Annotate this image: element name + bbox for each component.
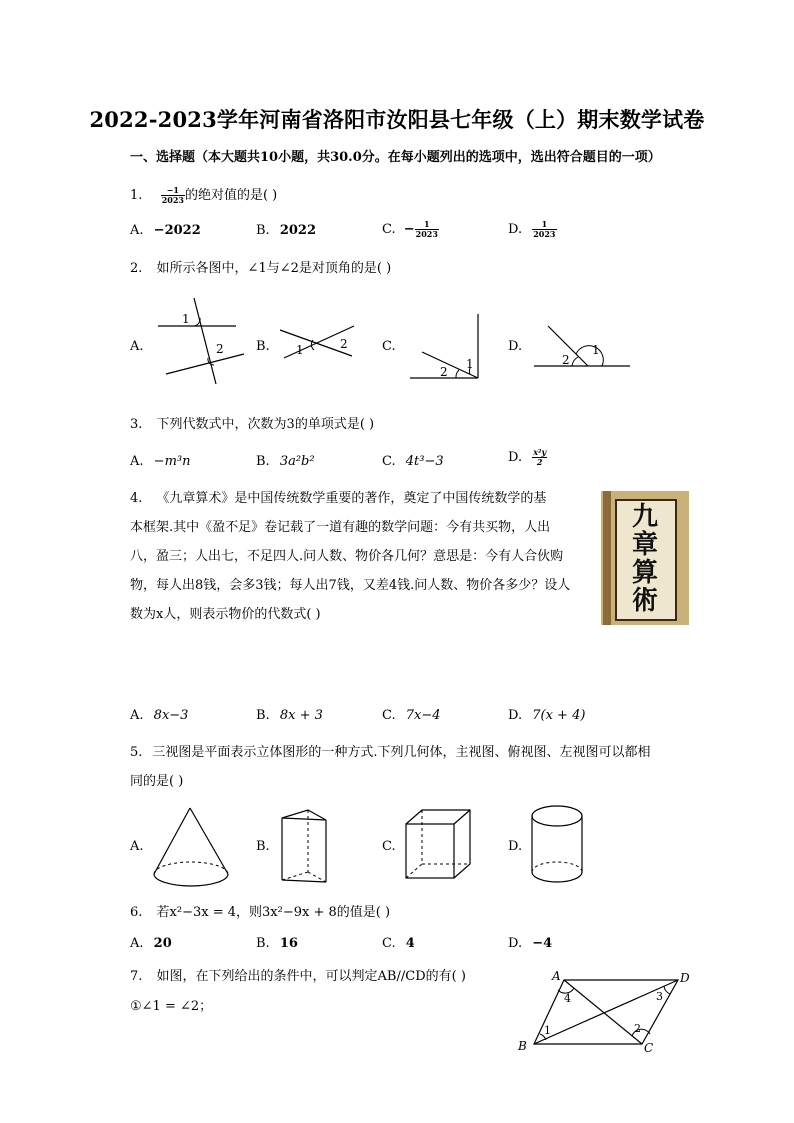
option-letter: D.	[508, 839, 523, 854]
q7-stem: 如图，在下列给出的条件中，可以判定AB//CD的有( )	[156, 969, 466, 984]
frac-num: x²y	[533, 447, 547, 457]
option-letter: D.	[508, 450, 523, 466]
option-letter: C.	[382, 222, 396, 238]
option-letter: B.	[256, 839, 270, 854]
q1-option-c[interactable]	[382, 220, 439, 239]
option-value: 3a²b²	[279, 454, 315, 469]
q3-d-fraction	[532, 448, 547, 467]
book-title: 九章算術	[631, 502, 658, 616]
fig-point-label: D	[680, 971, 690, 985]
q4-option-d[interactable]	[508, 709, 585, 722]
fig-point-label: A	[552, 969, 561, 983]
fig-label: 2	[340, 337, 348, 351]
q5-text: 三视图是平面表示立体图形的一种方式.下列几何体，主视图、俯视图、左视图可以都相	[152, 745, 651, 760]
q5-number: 5.	[130, 745, 143, 760]
q5-cube-figure	[402, 806, 474, 884]
option-letter: B.	[256, 223, 270, 238]
q1-frac-num: −1	[161, 186, 185, 196]
fig-label: 1	[296, 343, 304, 357]
book-cover-image	[601, 491, 689, 625]
q6-option-a[interactable]	[130, 937, 172, 950]
q2-option-d[interactable]	[508, 340, 522, 353]
frac-num: 1	[415, 220, 439, 230]
q4-line-1	[130, 484, 595, 513]
fig-label: 2	[634, 1022, 641, 1035]
frac-den: 2023	[415, 229, 438, 240]
q1-fraction	[161, 186, 185, 205]
q6-stem: 若x²−3x = 4，则3x²−9x + 8的值是( )	[156, 905, 391, 920]
q1-frac-den: 2023	[161, 195, 184, 206]
option-letter: C.	[382, 936, 396, 951]
fig-label: 4	[564, 992, 571, 1005]
question-7	[130, 970, 466, 983]
q3-option-d[interactable]	[508, 448, 547, 467]
option-value: −m³n	[153, 454, 191, 469]
q5-prism-figure	[276, 804, 338, 888]
option-value: 8x−3	[153, 708, 189, 723]
q1-c-fraction	[415, 220, 439, 239]
option-value: 20	[153, 936, 172, 951]
option-value: 2022	[279, 223, 317, 238]
q4-line-4: 物，每人出8钱，会多3钱；每人出7钱，又差4钱.问人数、物价各多少？设人	[130, 578, 571, 593]
q5-option-c[interactable]	[382, 840, 396, 853]
frac-num: 1	[532, 220, 556, 230]
option-value: −2022	[153, 223, 201, 238]
fig-label: 1	[544, 1024, 551, 1037]
q6-number: 6.	[130, 905, 143, 920]
option-value: 4t³−3	[405, 454, 444, 469]
option-letter: A.	[130, 339, 144, 354]
q1-number: 1.	[130, 188, 143, 204]
q5-cone-figure	[150, 804, 234, 888]
option-letter: C.	[382, 839, 396, 854]
section-heading: 一、选择题（本大题共10小题，共30.0分。在每小题列出的选项中，选出符合题目的一项）	[130, 150, 661, 165]
q5-option-b[interactable]	[256, 840, 270, 853]
option-value: −4	[532, 936, 553, 951]
option-letter: B.	[256, 936, 270, 951]
q3-stem: 下列代数式中，次数为3的单项式是( )	[156, 417, 375, 432]
q2-option-a[interactable]	[130, 340, 144, 353]
q1-option-a[interactable]	[130, 224, 201, 237]
q2-number: 2.	[130, 261, 143, 276]
q1-d-fraction	[532, 220, 556, 239]
fig-point-label: C	[644, 1041, 654, 1055]
fig-point-label: B	[518, 1039, 527, 1053]
question-6	[130, 906, 390, 919]
q7-condition-1: ①∠1 = ∠2；	[130, 999, 213, 1014]
q2-figure-b	[276, 318, 360, 364]
option-letter: D.	[508, 936, 523, 951]
fig-label: 3	[656, 990, 663, 1003]
option-letter: C.	[382, 708, 396, 723]
option-value: 4	[405, 936, 415, 951]
q4-line-3: 八，盈三；人出七，不足四人.问人数、物价各几何？意思是：今有人合伙购	[130, 549, 564, 564]
question-4	[130, 484, 595, 629]
q5-cylinder-figure	[528, 802, 588, 888]
fig-label: 2	[216, 342, 224, 356]
q2-option-b[interactable]	[256, 340, 270, 353]
option-letter: C.	[382, 339, 396, 354]
q7-parallelogram-figure	[514, 966, 694, 1058]
q1-stem: 的绝对值的是( )	[184, 188, 278, 204]
option-letter: A.	[130, 454, 144, 469]
option-letter: A.	[130, 839, 144, 854]
q2-figure-a	[150, 292, 250, 388]
q5-option-a[interactable]	[130, 840, 144, 853]
frac-den: 2023	[533, 229, 556, 240]
option-letter: D.	[508, 222, 523, 238]
question-1	[130, 186, 277, 205]
option-value: 8x + 3	[279, 708, 323, 723]
q5-line-1	[130, 738, 690, 767]
option-letter: A.	[130, 708, 144, 723]
option-letter: B.	[256, 339, 270, 354]
q6-option-c[interactable]	[382, 937, 415, 950]
q2-figure-d	[530, 322, 634, 372]
question-5	[130, 738, 690, 796]
q3-option-c[interactable]	[382, 455, 444, 468]
question-2	[130, 262, 391, 275]
q4-line-5: 数为x人，则表示物价的代数式( )	[130, 607, 321, 622]
option-value: 16	[279, 936, 298, 951]
option-sign: −	[403, 222, 415, 238]
option-value: 7x−4	[405, 708, 441, 723]
q4-option-a[interactable]	[130, 709, 188, 722]
q5-line-2: 同的是( )	[130, 774, 184, 789]
q4-text: 《九章算术》是中国传统数学重要的著作，奠定了中国传统数学的基	[156, 491, 547, 506]
q4-option-c[interactable]	[382, 709, 441, 722]
q6-option-b[interactable]	[256, 937, 298, 950]
page-title: 2022-2023学年河南省洛阳市汝阳县七年级（上）期末数学试卷	[89, 107, 705, 132]
q3-number: 3.	[130, 417, 143, 432]
q5-option-d[interactable]	[508, 840, 522, 853]
q2-stem: 如所示各图中，∠1与∠2是对顶角的是( )	[156, 261, 392, 276]
option-letter: A.	[130, 223, 144, 238]
q7-number: 7.	[130, 969, 143, 984]
option-letter: A.	[130, 936, 144, 951]
option-letter: D.	[508, 708, 523, 723]
q3-option-a[interactable]	[130, 455, 190, 468]
option-letter: D.	[508, 339, 523, 354]
fig-label: 1	[466, 357, 474, 371]
q4-option-b[interactable]	[256, 709, 323, 722]
q2-option-c[interactable]	[382, 340, 396, 353]
option-letter: B.	[256, 708, 270, 723]
fig-label: 2	[562, 353, 570, 367]
option-letter: B.	[256, 454, 270, 469]
option-letter: C.	[382, 454, 396, 469]
q1-option-b[interactable]	[256, 224, 316, 237]
fig-label: 2	[440, 365, 448, 379]
fig-label: 1	[182, 312, 190, 326]
q1-option-d[interactable]	[508, 220, 557, 239]
fig-label: 1	[592, 343, 600, 357]
option-value: 7(x + 4)	[532, 708, 586, 723]
q2-figure-c	[404, 312, 488, 384]
q4-line-2: 本框架.其中《盈不足》卷记载了一道有趣的数学问题：今有共买物，人出	[130, 520, 551, 535]
q6-option-d[interactable]	[508, 937, 552, 950]
frac-den: 2	[536, 457, 543, 468]
question-3	[130, 418, 374, 431]
q4-number: 4.	[130, 491, 143, 506]
q3-option-b[interactable]	[256, 455, 315, 468]
